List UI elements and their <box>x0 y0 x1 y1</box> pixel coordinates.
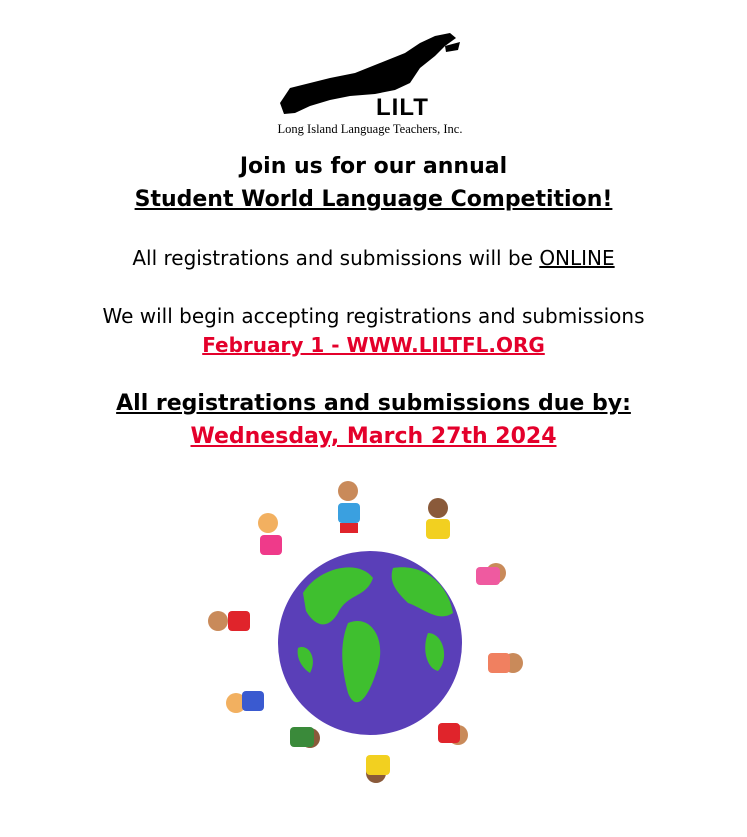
lilt-logo <box>270 28 470 140</box>
logo-acronym: LILT <box>376 94 429 121</box>
online-notice <box>0 246 747 270</box>
headline-line1: Join us for our annual <box>239 154 508 179</box>
headline-line2: Student World Language Competition! <box>134 187 613 212</box>
deadline-label: All registrations and submissions due by: <box>116 391 631 416</box>
children-around-globe-illustration <box>198 473 548 818</box>
begin-notice: We will begin accepting registrations and submissions <box>102 304 645 328</box>
deadline-date: Wednesday, March 27th 2024 <box>190 424 557 449</box>
long-island-map-icon <box>270 28 470 123</box>
online-notice-prefix: All registrations and submissions will be <box>132 246 540 270</box>
registration-link[interactable]: February 1 - WWW.LILTFL.ORG <box>202 333 545 357</box>
online-emphasis: ONLINE <box>539 246 615 270</box>
logo-caption: Long Island Language Teachers, Inc. <box>277 122 463 136</box>
